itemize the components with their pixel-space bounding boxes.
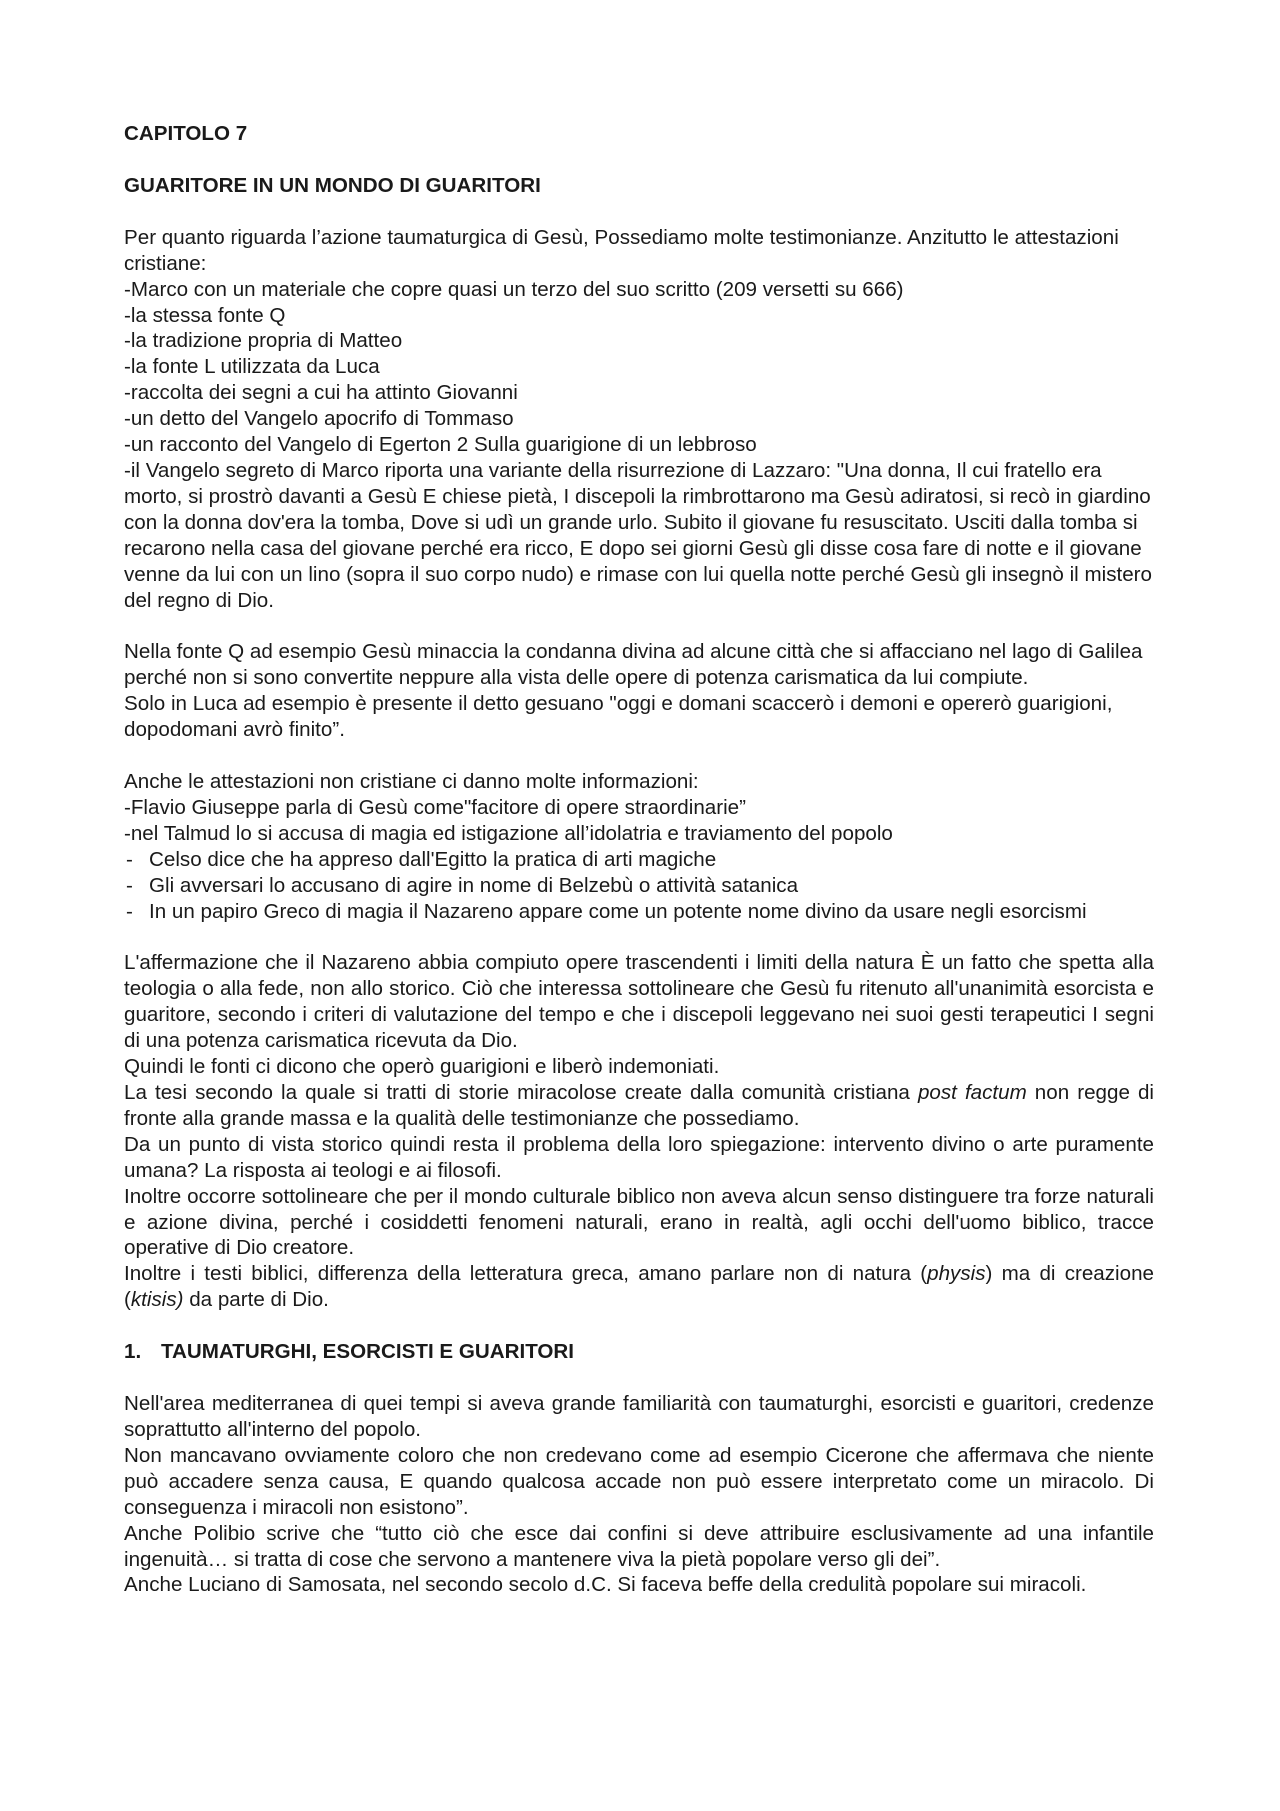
section-heading — [124, 1339, 1154, 1365]
christian-testimonies — [124, 225, 1154, 614]
paragraph — [124, 1080, 1154, 1132]
text-run: Inoltre i testi biblici, differenza della letteratura greca, amano parlare non di natura ( — [124, 1262, 928, 1286]
text-run: La tesi secondo la quale si tratti di storie miracolose create dalla comunità cristiana — [124, 1081, 918, 1104]
paragraph: Nella fonte Q ad esempio Gesù minaccia la condanna divina ad alcune città che si affacciano nel lago di Galilea perché non si sono convertite neppure alla vista delle opere di potenza carismatica da lui compiute. — [124, 640, 1143, 690]
list-item: -raccolta dei segni a cui ha attinto Giovanni — [124, 381, 518, 405]
list-item: -la stessa fonte Q — [124, 303, 286, 327]
list-item: -un racconto del Vangelo di Egerton 2 Sulla guarigione di un lebbroso — [124, 433, 757, 457]
list-item: -Flavio Giuseppe parla di Gesù come"facitore di opere straordinarie” — [124, 795, 746, 819]
paragraph: Inoltre occorre sottolineare che per il mondo culturale biblico non aveva alcun senso distinguere tra forze naturali e azione divina, perché i cosiddetti fenomeni naturali, erano in realtà, agli occhi dell'uomo biblico, tracce operative di Dio creatore. — [124, 1184, 1154, 1260]
bullet-item: - In un papiro Greco di magia il Nazareno appare come un potente nome divino da usare negli esorcismi — [124, 899, 1154, 925]
paragraph: Nell'area mediterranea di quei tempi si aveva grande familiarità con taumaturghi, esorcisti e guaritori, credenze soprattutto all'interno del popolo. — [124, 1392, 1154, 1441]
chapter-heading: CAPITOLO 7 — [124, 122, 248, 145]
italic-term: physis — [927, 1262, 986, 1286]
paragraph: L'affermazione che il Nazareno abbia compiuto opere trascendenti i limiti della natura È un fatto che spetta alla teologia o alla fede, non allo storico. Ciò che interessa sottolineare che Gesù fu ritenuto all'unanimità esorcista e guaritore, secondo i criteri di valutazione del tempo e che i discepoli leggevano nei suoi gesti terapeutici I segni di una potenza carismatica ricevuta da Dio. — [124, 951, 1154, 1053]
section-number: 1. — [124, 1340, 142, 1364]
bullet-item: - Celso dice che ha appreso dall'Egitto la pratica di arti magiche — [124, 847, 1154, 873]
bullet-item: - Gli avversari lo accusano di agire in nome di Belzebù o attività satanica — [124, 873, 1154, 899]
list-item: -nel Talmud lo si accusa di magia ed istigazione all’idolatria e traviamento del popolo — [124, 821, 893, 845]
list-item: -un detto del Vangelo apocrifo di Tommaso — [124, 407, 514, 431]
list-item: -la tradizione propria di Matteo — [124, 329, 403, 353]
italic-term: ktisis) — [130, 1288, 184, 1312]
text-run: ) ma di creazione ( — [124, 1262, 1154, 1312]
section-1-body — [124, 1391, 1154, 1598]
paragraph: Quindi le fonti ci dicono che operò guarigioni e liberò indemoniati. — [124, 1055, 720, 1079]
secret-mark-passage: -il Vangelo segreto di Marco riporta una variante della risurrezione di Lazzaro: "Una donna, Il cui fratello era morto, si prostrò davanti a Gesù E chiese pietà, I discepoli la rimbrottarono ma Gesù adiratosi, si recò in giardino con la donna dov'era la tomba, Dove si udì un grande urlo. Subito il giovane fu resuscitato. Usciti dalla tomba si recarono nella casa del giovane perché era ricco, E dopo sei giorni Gesù gli disse cosa fare di notte e il giovane venne da lui con un lino (sopra il suo corpo nudo) e rimase con lui quella notte perché Gesù gli insegnò il mistero del regno di Dio. — [124, 458, 1152, 612]
paragraph: Da un punto di vista storico quindi resta il problema della loro spiegazione: intervento divino o arte puramente umana? La risposta ai teologi e ai filosofi. — [124, 1132, 1154, 1182]
list-item: -Marco con un materiale che copre quasi un terzo del suo scritto (209 versetti su 666) — [124, 277, 904, 301]
bullet-list — [124, 847, 1154, 925]
italic-term: post factum — [917, 1081, 1027, 1104]
paragraph: Non mancavano ovviamente coloro che non credevano come ad esempio Cicerone che affermava che niente può accadere senza causa, E quando qualcosa accade non può essere interpretato come un miracolo. Di conseguenza i miracoli non esistono”. — [124, 1443, 1154, 1519]
intro-line: Per quanto riguarda l’azione taumaturgica di Gesù, Possediamo molte testimonianze. Anzitutto le attestazioni cristiane: — [124, 225, 1119, 275]
affirmation-section — [124, 950, 1154, 1313]
paragraph: Anche le attestazioni non cristiane ci danno molte informazioni: — [124, 770, 699, 794]
paragraph: Anche Luciano di Samosata, nel secondo secolo d.C. Si faceva beffe della credulità popolare sui miracoli. — [124, 1573, 1087, 1597]
source-q-paragraph — [124, 639, 1154, 743]
non-christian-testimonies — [124, 769, 1154, 924]
text-run: non regge di fronte alla grande massa e la qualità delle testimonianze che possediamo. — [124, 1081, 1154, 1130]
list-item: -la fonte L utilizzata da Luca — [124, 355, 380, 379]
text-run: da parte di Dio. — [183, 1288, 329, 1312]
paragraph — [124, 1261, 1154, 1313]
chapter-title: GUARITORE IN UN MONDO DI GUARITORI — [124, 173, 541, 197]
section-title: TAUMATURGHI, ESORCISTI E GUARITORI — [161, 1340, 575, 1364]
paragraph: Solo in Luca ad esempio è presente il detto gesuano "oggi e domani scaccerò i demoni e opererò guarigioni, dopodomani avrò finito”. — [124, 692, 1113, 742]
paragraph: Anche Polibio scrive che “tutto ciò che esce dai confini si deve attribuire esclusivamente ad una infantile ingenuità… si tratta di cose che servono a mantenere viva la pietà popolare verso gli dei”. — [124, 1521, 1154, 1571]
